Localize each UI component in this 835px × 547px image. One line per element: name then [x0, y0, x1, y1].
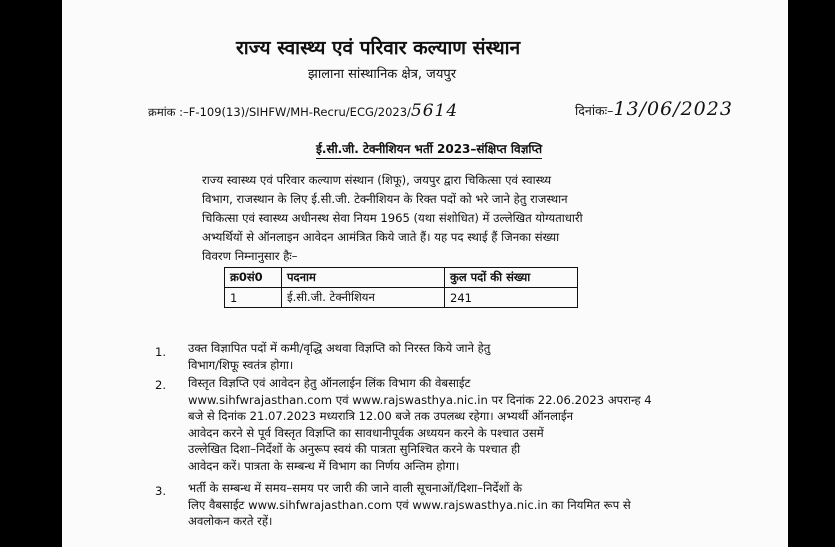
- point-line: बजे से दिनांक 21.07.2023 मध्यरात्रि 12.00 बजे तक उपलब्ध रहेगा। अभ्यर्थी ऑनलाईन: [188, 409, 574, 423]
- table-cell: 241: [445, 288, 578, 308]
- table-cell: 1: [225, 288, 282, 308]
- point-text: [188, 340, 718, 373]
- point-line: अवलोकन करते रहें।: [188, 514, 273, 528]
- point-number: 3.: [155, 484, 167, 498]
- point-line: www.sihfwrajasthan.com एवं www.rajswasthya.nic.in पर दिनांक 22.06.2023 अपरान्ह 4: [188, 392, 652, 407]
- point-line: आवेदन करें। पात्रता के सम्बन्ध में विभाग का निर्णय अन्तिम होगा।: [188, 458, 460, 473]
- point-text: [188, 480, 718, 530]
- point-number: 2.: [155, 378, 167, 392]
- point-line: भर्ती के सम्बन्ध में समय–समय पर जारी की जाने वाली सूचनाओं/दिशा–निर्देशों के: [188, 481, 523, 495]
- page-subtitle: झालाना सांस्थानिक क्षेत्र, जयपुर: [308, 67, 457, 82]
- date-label: दिनांकः–: [575, 103, 614, 118]
- point-line: लिए वैबसाईट www.sihfwrajasthan.com एवं www.rajswasthya.nic.in का नियमित रूप से: [188, 497, 631, 512]
- intro-line: अभ्यर्थियों से ऑनलाइन आवेदन आमंत्रित किये जाते हैं। यह पद स्थाई हैं जिनका संख्या: [202, 230, 560, 244]
- reference-number: 5614: [410, 101, 459, 121]
- point-text: [188, 375, 718, 474]
- date-value: 13/06/2023: [613, 98, 733, 120]
- point-line: उक्त विज्ञापित पदों में कमी/वृद्धि अथवा विज्ञप्ति को निरस्त किये जाने हेतु: [188, 341, 491, 355]
- intro-line: चिकित्सा एवं स्वास्थ्य अधीनस्थ सेवा नियम 1965 (यथा संशोधित) में उल्लेखित योग्यताधारी: [202, 211, 583, 225]
- point-line: उल्लेखित दिशा–निर्देशों के अनुरूप स्वयं की पात्रता सुनिश्चित करने के पश्चात ही: [188, 442, 521, 456]
- point-line: विभाग/शिफू स्वतंत्र होगा।: [188, 357, 294, 372]
- intro-paragraph: [202, 171, 710, 266]
- point-line: आवेदन करने से पूर्व विस्तृत विज्ञप्ति का सावधानीपूर्वक अध्ययन करने के पश्चात उसमें: [188, 425, 544, 440]
- table-header-cell: कुल पदों की संख्या: [445, 268, 578, 288]
- date-line: [575, 98, 733, 120]
- notice-heading: ई.सी.जी. टेक्नीशियन भर्ती 2023–संक्षिप्त विज्ञप्ति: [316, 142, 543, 156]
- table-header-row: [225, 268, 578, 288]
- intro-line: राज्य स्वास्थ्य एवं परिवार कल्याण संस्थान (शिफू), जयपुर द्वारा चिकित्सा एवं स्वास्थ्य: [202, 173, 552, 187]
- point-number: 1.: [155, 345, 167, 359]
- table-header-cell: क्र0सं0: [225, 268, 282, 288]
- reference-line: [148, 101, 458, 121]
- page-title: राज्य स्वास्थ्य एवं परिवार कल्याण संस्थान: [236, 37, 521, 59]
- reference-label: क्रमांक :–F-109(13)/SIHFW/MH-Recru/ECG/2023/: [148, 105, 411, 119]
- intro-line: विभाग, राजस्थान के लिए ई.सी.जी. टेक्नीशियन के रिक्त पदों को भरे जाने हेतु राजस्थान: [202, 192, 568, 206]
- intro-line: विवरण निम्नानुसार हैः–: [202, 249, 298, 263]
- table-cell: ई.सी.जी. टेक्नीशियन: [282, 288, 445, 308]
- point-line: विस्तृत विज्ञप्ति एवं आवेदन हेतु ऑनलाईन लिंक विभाग की वेबसाईट: [188, 376, 471, 390]
- posts-table: [224, 267, 578, 308]
- document-page: [62, 0, 788, 547]
- table-header-cell: पदनाम: [282, 268, 445, 288]
- table-row: [225, 288, 578, 308]
